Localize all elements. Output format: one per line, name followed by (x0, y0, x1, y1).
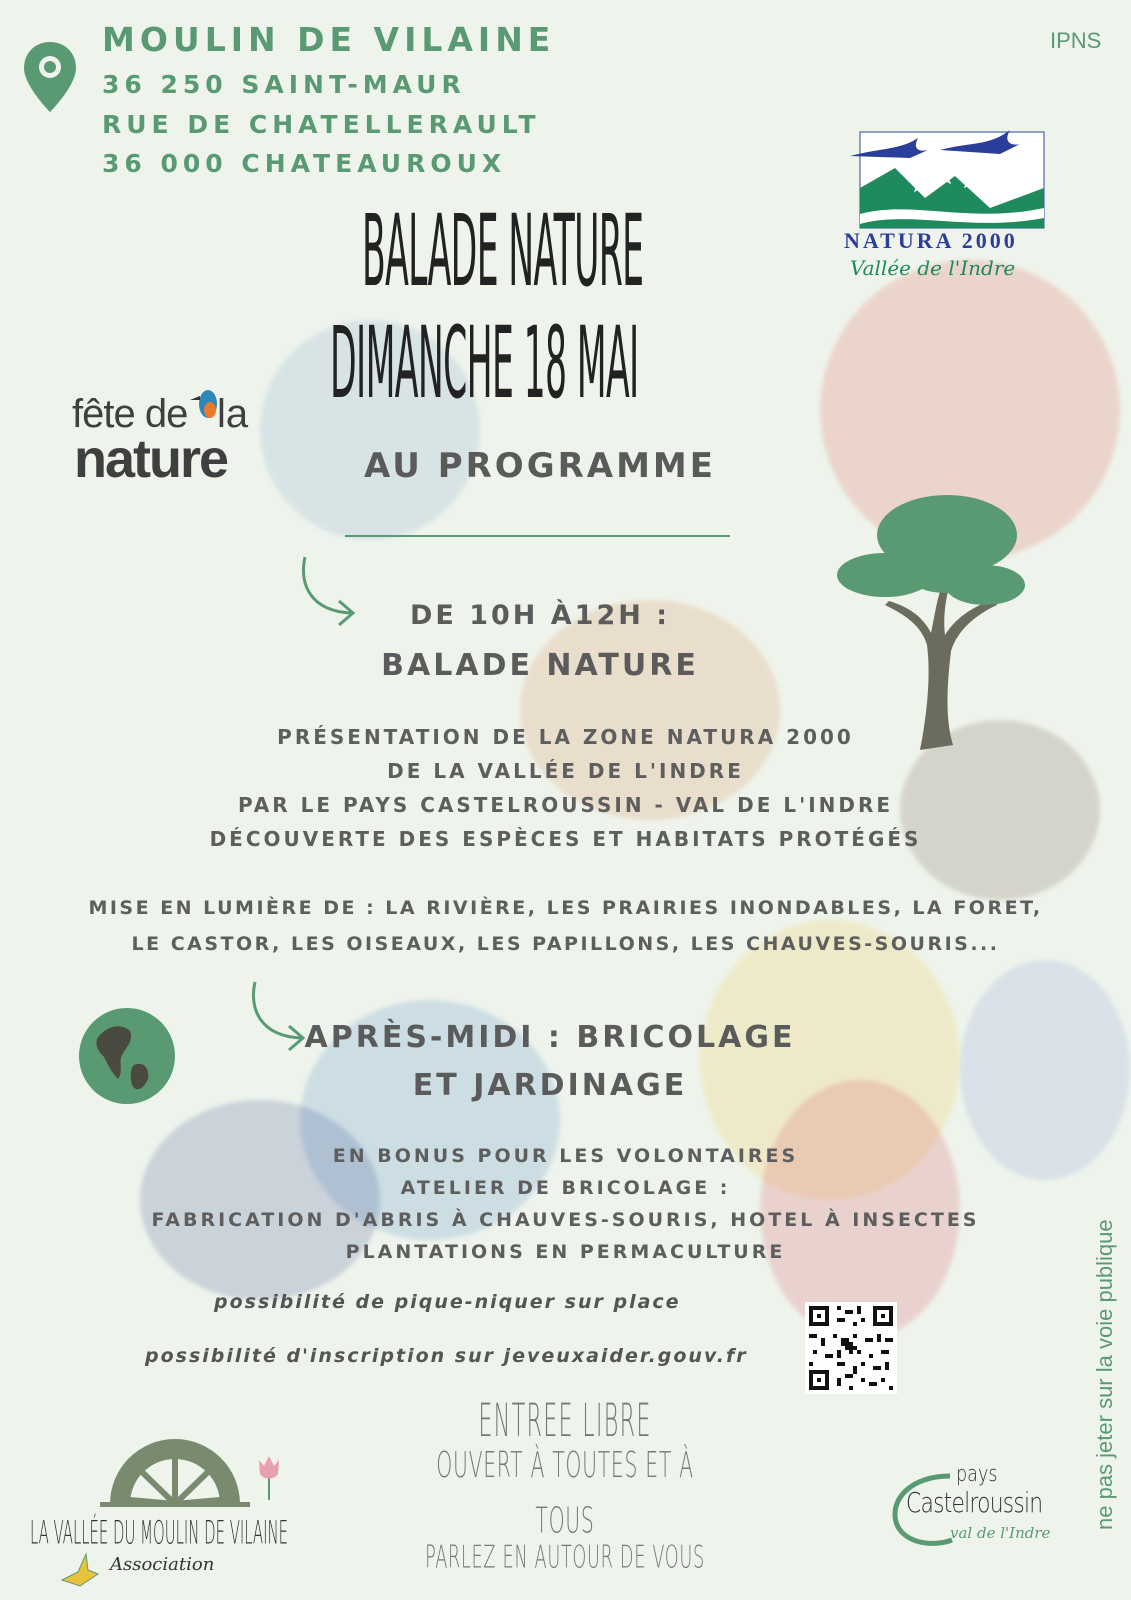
morning-detail-4: DÉCOUVERTE DES ESPÈCES ET HABITATS PROTÉGÉS (209, 827, 922, 851)
address-line-1: 36 250 SAINT-MAUR (102, 70, 466, 99)
afternoon-title-2: ET JARDINAGE (412, 1068, 688, 1103)
entry-line-2: OUVERT À TOUTES ET À TOUS (436, 1444, 694, 1542)
afternoon-detail-2: ATELIER DE BRICOLAGE : (400, 1177, 731, 1199)
highlight-line-2: LE CASTOR, LES OISEAUX, LES PAPILLONS, LES CHAUVES-SOURIS... (131, 933, 1000, 955)
afternoon-detail-3: FABRICATION D'ABRIS À CHAUVES-SOURIS, HOTEL À INSECTES (151, 1209, 980, 1231)
pays-line2: Castelroussin (906, 1486, 1043, 1519)
afternoon-details (0, 1140, 1131, 1268)
title-line-1: BALADE NATURE (362, 192, 644, 309)
ipns-label: IPNS (1050, 28, 1102, 53)
fete-line2: nature (74, 429, 228, 489)
morning-details (0, 720, 1131, 856)
fete-de-la-nature-logo (72, 392, 272, 502)
watermill-wheel-icon (100, 1432, 250, 1507)
qr-code[interactable] (805, 1302, 897, 1394)
natura-name: NATURA 2000 (844, 228, 1018, 253)
morning-detail-2: DE LA VALLÉE DE L'INDRE (387, 759, 744, 783)
signup-note: possibilité d'inscription sur jeveuxaider.gouv.fr (145, 1345, 748, 1367)
location-pin-icon (22, 40, 78, 114)
morning-detail-3: PAR LE PAYS CASTELROUSSIN - VAL DE L'INDRE (237, 793, 894, 817)
globe-icon (78, 1007, 176, 1105)
entry-line-1: ENTREE LIBRE (478, 1395, 652, 1447)
side-text: ne pas jeter sur la voie publique (1092, 1219, 1117, 1530)
origami-bird-icon (60, 1550, 100, 1590)
fete-line1a: fête de (72, 392, 188, 436)
tree-icon (835, 495, 1035, 755)
afternoon-detail-1: EN BONUS POUR LES VOLONTAIRES (332, 1145, 799, 1167)
afternoon-detail-4: PLANTATIONS EN PERMACULTURE (345, 1241, 786, 1263)
program-heading: AU PROGRAMME (363, 446, 716, 486)
natura-birds-landscape-icon (850, 128, 1050, 233)
pays-line1: pays (956, 1462, 998, 1487)
fete-line1b: la (217, 392, 249, 436)
entry-block (330, 1395, 800, 1576)
pays-line3: val de l'Indre (950, 1524, 1051, 1542)
highlight-line-1: MISE EN LUMIÈRE DE : LA RIVIÈRE, LES PRAIRIES INONDABLES, LA FORET, (88, 897, 1043, 919)
program-divider (345, 535, 730, 537)
morning-time: DE 10H À12H : (409, 600, 671, 631)
picnic-note: possibilité de pique-niquer sur place (214, 1291, 681, 1313)
entry-line-3: PARLEZ EN AUTOUR DE VOUS (425, 1540, 705, 1576)
highlights (0, 890, 1131, 962)
place-name: MOULIN DE VILAINE (102, 20, 556, 59)
address-line-3: 36 000 CHATEAUROUX (102, 149, 507, 178)
morning-title: BALADE NATURE (381, 648, 699, 683)
kingfisher-icon (190, 384, 226, 424)
natura-2000-logo (844, 128, 1050, 288)
tulip-icon (254, 1452, 284, 1502)
association-logo (30, 1432, 300, 1592)
pays-castelroussin-logo (890, 1462, 1050, 1562)
association-subtitle: Association (110, 1554, 215, 1575)
natura-subtitle: Vallée de l'Indre (850, 256, 1016, 280)
title-line-2: DIMANCHE 18 MAI (330, 304, 639, 421)
association-name: LA VALLÉE DU MOULIN DE VILAINE (30, 1514, 289, 1552)
address-line-2: RUE DE CHATELLERAULT (102, 110, 541, 139)
afternoon-title-1: APRÈS-MIDI : BRICOLAGE (304, 1020, 796, 1055)
morning-detail-1: PRÉSENTATION DE LA ZONE NATURA 2000 (277, 725, 854, 749)
